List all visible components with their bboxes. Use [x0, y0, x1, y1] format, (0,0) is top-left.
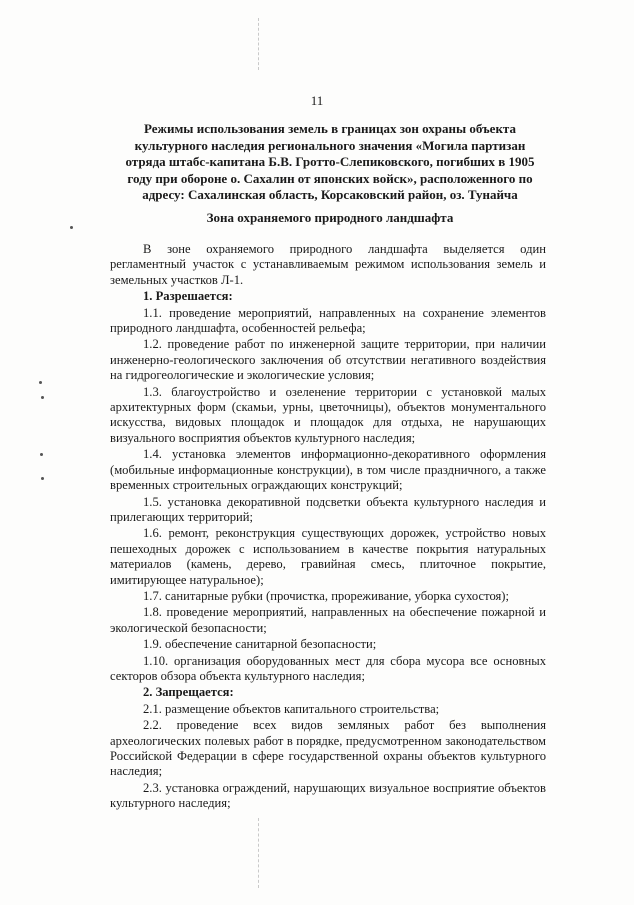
document-body [110, 242, 546, 813]
prohibited-item: 2.1. размещение объектов капитального строительства; [143, 701, 440, 716]
scan-speck [41, 396, 44, 399]
allowed-item: 1.9. обеспечение санитарной безопасности; [143, 637, 377, 652]
title-line: отряда штабс-капитана Б.В. Гротто-Слепиковского, погибших в 1905 [125, 154, 535, 170]
allowed-heading: 1. Разрешается: [143, 289, 233, 304]
title-line: культурного наследия регионального значения «Могила партизан [134, 137, 526, 153]
scan-fold-mark [258, 818, 259, 888]
document-title [110, 121, 550, 204]
scan-speck [70, 226, 73, 229]
allowed-item: 1.10. организация оборудованных мест для сбора мусора все основных секторов обзора объекта культурного наследия; [110, 653, 546, 683]
zone-heading: Зона охраняемого природного ландшафта [206, 210, 454, 225]
prohibited-item: 2.2. проведение всех видов земляных работ без выполнения археологических полевых работ в порядке, предусмотренном законодательством Российской Федерации в сфере государственной охраны объектов культурного наследия; [110, 718, 546, 779]
page-number: 11 [310, 93, 324, 108]
title-line: адресу: Сахалинская область, Корсаковский район, оз. Тунайча [142, 187, 518, 203]
allowed-item: 1.6. ремонт, реконструкция существующих дорожек, устройство новых пешеходных дорожек с использованием в качестве покрытия натуральных материалов (камень, дерево, гравийная смесь, плиточное покрытие, имитирующее натуральное); [110, 526, 546, 587]
title-line: Режимы использования земель в границах зон охраны объекта [144, 121, 516, 136]
scan-speck [39, 381, 42, 384]
allowed-item: 1.1. проведение мероприятий, направленных на сохранение элементов природного ландшафта, особенностей рельефа; [110, 305, 546, 336]
allowed-item: 1.7. санитарные рубки (прочистка, прореживание, уборка сухостоя); [143, 588, 510, 603]
scan-speck [40, 453, 43, 456]
scan-fold-mark [258, 18, 259, 70]
prohibited-item: 2.3. установка ограждений, нарушающих визуальное восприятие объектов культурного наследия; [110, 780, 546, 811]
allowed-item: 1.5. установка декоративной подсветки объекта культурного наследия и прилегающих территорий; [110, 494, 546, 524]
prohibited-heading: 2. Запрещается: [143, 685, 234, 700]
scan-speck [41, 477, 44, 480]
allowed-item: 1.3. благоустройство и озеленение территории с установкой малых архитектурных форм (скамьи, урны, цветочницы), объектов монументального искусства, видовых площадок и площадок для отдыха, не нарушающих визуального восприятия объектов культурного наследия; [110, 384, 546, 445]
title-line: году при обороне о. Сахалин от японских войск», расположенного по [127, 170, 533, 186]
allowed-item: 1.2. проведение работ по инженерной защите территории, при наличии инженерно-геологического заключения об отсутствии негативного воздействия на гидрогеологические и экологические условия; [110, 337, 546, 383]
allowed-item: 1.4. установка элементов информационно-декоративного оформления (мобильные информационные конструкции), в том числе праздничного, а также временных строительных ограждающих конструкций; [110, 447, 546, 493]
allowed-item: 1.8. проведение мероприятий, направленных на обеспечение пожарной и экологической безопасности; [110, 605, 546, 635]
intro-paragraph: В зоне охраняемого природного ландшафта выделяется один регламентный участок с устанавливаемым режимом использования земель и земельных участков Л-1. [110, 242, 546, 287]
